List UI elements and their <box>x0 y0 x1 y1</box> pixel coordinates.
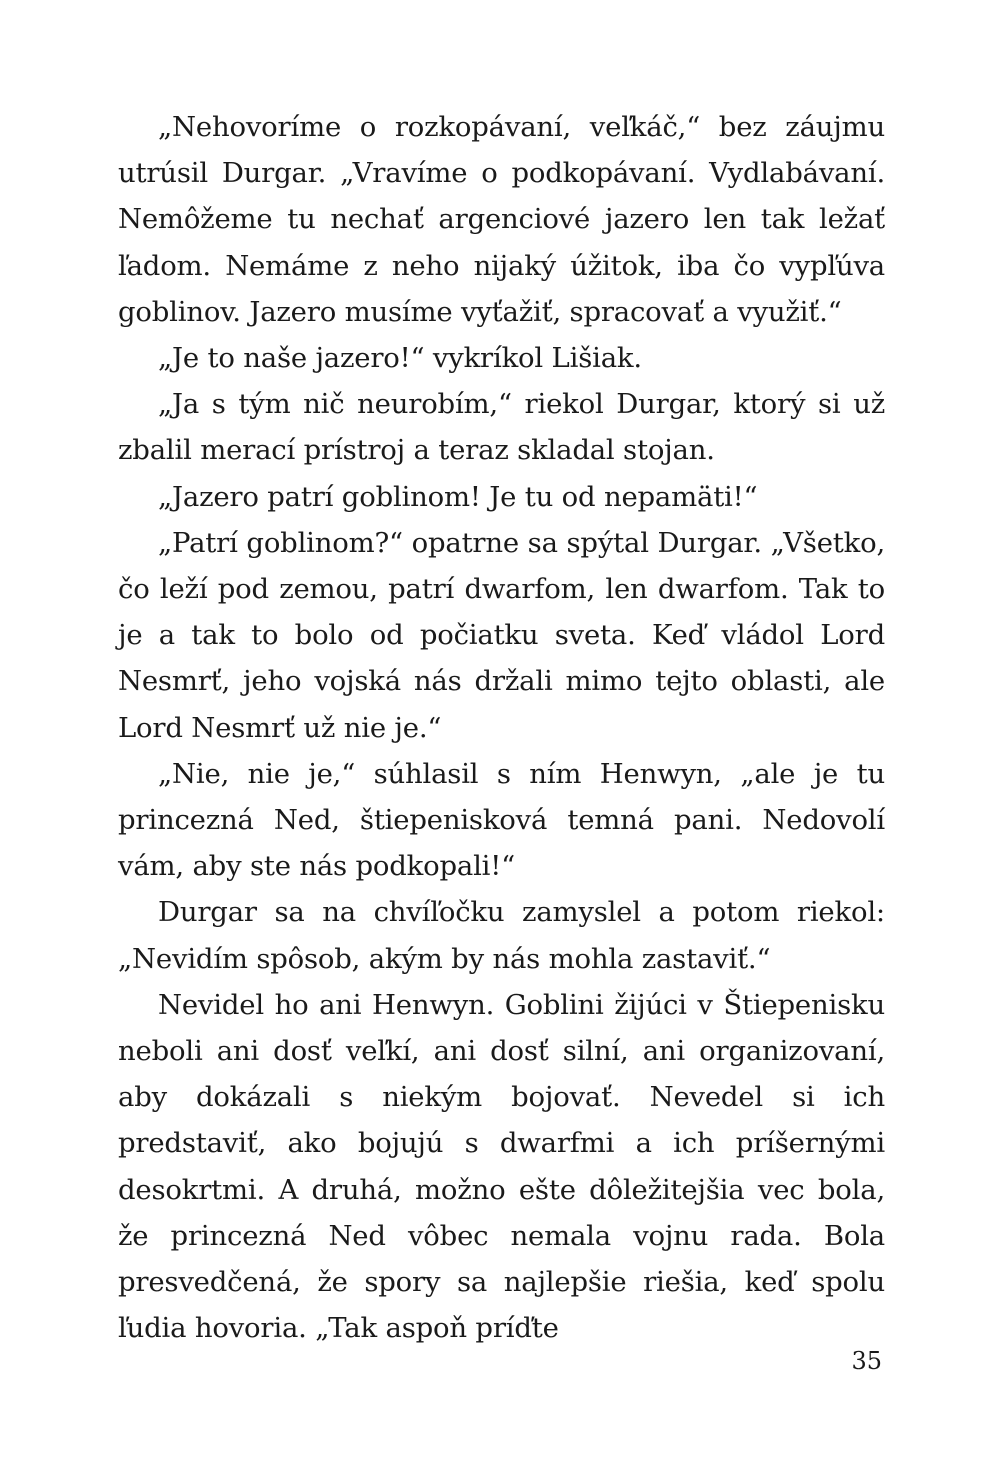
paragraph: „Patrí goblinom?“ opatrne sa spýtal Durgar. „Všetko, čo leží pod zemou, patrí dwarfom, len dwarfom. Tak to je a tak to bolo od počiatku sveta. Keď vládol Lord Nesmrť, jeho vojská nás držali mimo tejto oblasti, ale Lord Nesmrť už nie je.“ <box>118 526 885 744</box>
paragraph: „Nie, nie je,“ súhlasil s ním Henwyn, „ale je tu princezná Ned, štiepenisková temná pani. Nedovolí vám, aby ste nás podkopali!“ <box>118 757 885 883</box>
body-text <box>118 104 885 1351</box>
paragraph: „Nehovoríme o rozkopávaní, veľkáč,“ bez záujmu utrúsil Durgar. „Vravíme o podkopávaní. Vydlabávaní. Nemôžeme tu nechať argenciové jazero len tak ležať ľadom. Nemáme z neho nijaký úžitok, iba čo vypľúva goblinov. Jazero musíme vyťažiť, spracovať a využiť.“ <box>118 111 885 328</box>
page-number: 35 <box>851 1347 882 1375</box>
paragraph: „Jazero patrí goblinom! Je tu od nepamäti!“ <box>158 480 758 513</box>
paragraph: „Ja s tým nič neurobím,“ riekol Durgar, ktorý si už zbalil merací prístroj a teraz skladal stojan. <box>118 388 885 467</box>
paragraph: Durgar sa na chvíľočku zamyslel a potom riekol: „Nevidím spôsob, akým by nás mohla zastaviť.“ <box>118 896 885 975</box>
paragraph: „Je to naše jazero!“ vykríkol Lišiak. <box>158 342 642 375</box>
paragraph: Nevidel ho ani Henwyn. Goblini žijúci v Štiepenisku neboli ani dosť veľkí, ani dosť silní, ani organizovaní, aby dokázali s niekým bojovať. Nevedel si ich predstaviť, ako bojujú s dwarfmi a ich príšernými desokrtmi. A druhá, možno ešte dôležitejšia vec bola, že princezná Ned vôbec nemala vojnu rada. Bola presvedčená, že spory sa najlepšie riešia, keď spolu ľudia hovoria. „Tak aspoň príďte <box>118 988 885 1345</box>
